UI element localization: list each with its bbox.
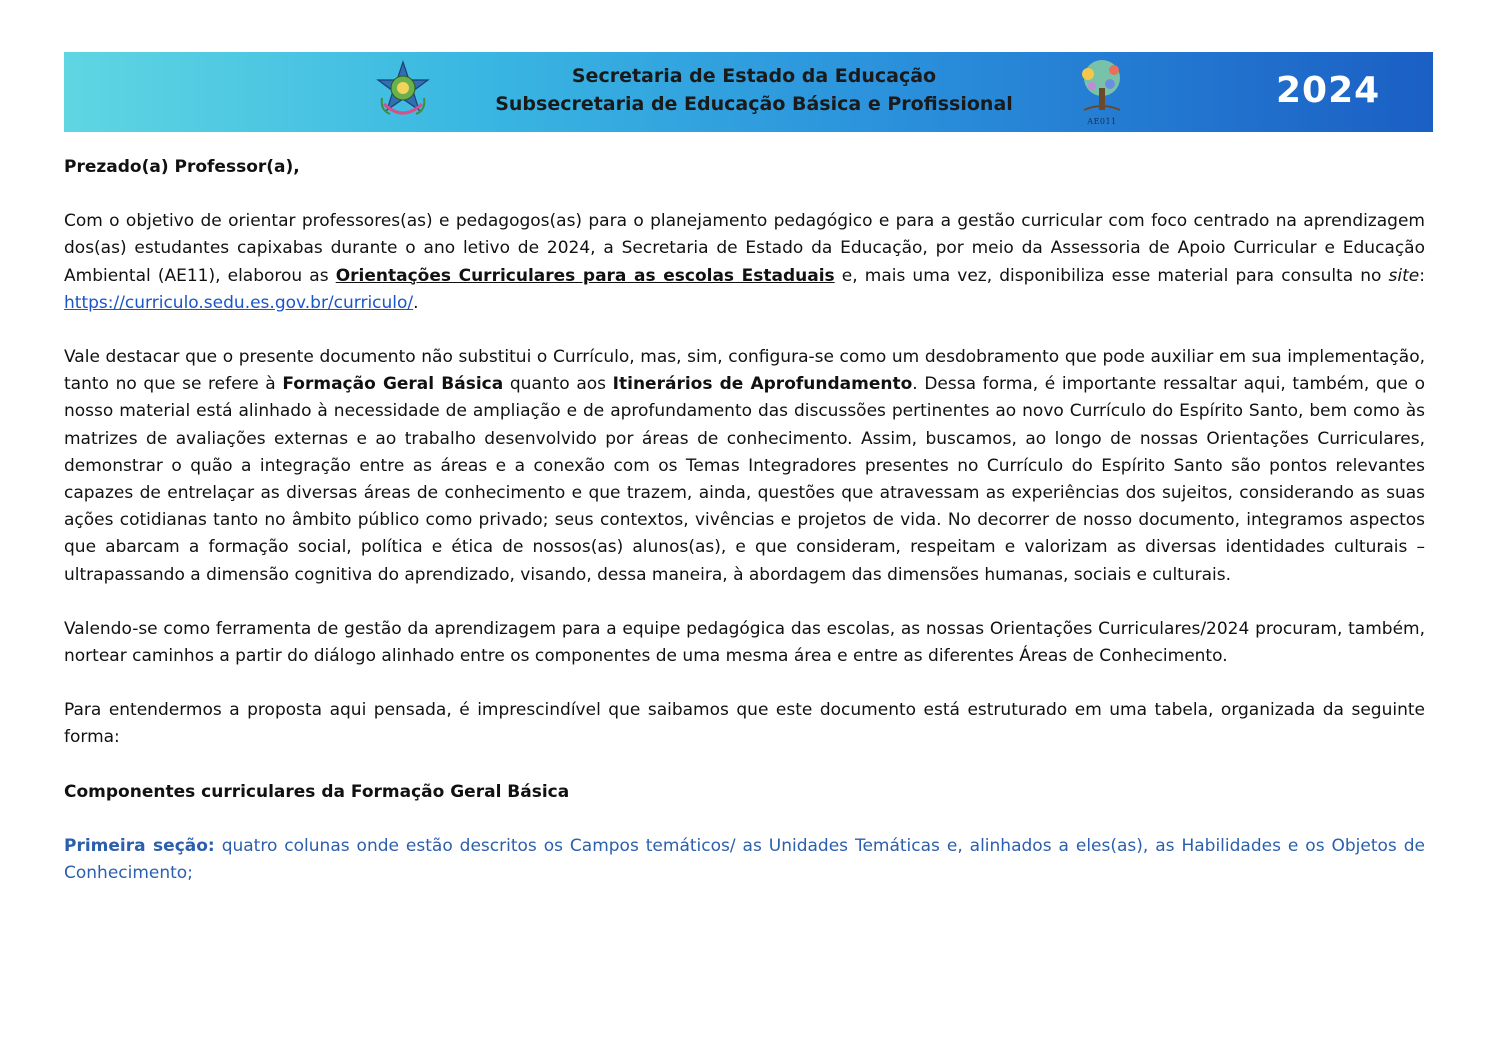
tree-icon (1064, 58, 1140, 114)
p1-text-c: e, mais uma vez, disponibiliza esse material para consulta no (834, 265, 1389, 286)
state-coat-of-arms-icon (376, 60, 430, 122)
section-title: Componentes curriculares da Formação Geral Básica (64, 781, 570, 802)
formacao-geral-basica: Formação Geral Básica (282, 374, 504, 395)
primeira-secao-label: Primeira seção: (64, 835, 215, 856)
header-banner (64, 52, 1433, 132)
curriculo-link[interactable]: https://curriculo.sedu.es.gov.br/curriculo/ (64, 292, 414, 313)
site-word: site (1388, 265, 1420, 286)
paragraph-estrutura: Para entendermos a proposta aqui pensada, é imprescindível que saibamos que este documento está estruturado em uma tabela, organizada da seguinte forma: (64, 700, 1425, 748)
itinerarios-aprofundamento: Itinerários de Aprofundamento (612, 374, 913, 395)
ae011-caption: AE011 (1087, 117, 1117, 126)
banner-titles (464, 62, 1044, 118)
p2-text-c: quanto aos (503, 374, 613, 395)
ae011-emblem (1064, 58, 1140, 126)
banner-year: 2024 (1276, 70, 1381, 111)
greeting: Prezado(a) Professor(a), (64, 157, 300, 177)
paragraph-objective (64, 208, 1425, 317)
p1-text-e: : (1419, 265, 1425, 286)
p1-text-a: Com o objetivo de orientar professores(as) e pedagogos(as) para o planejamento pedagógico e para a gestão curricular com foco centrado na aprendizagem dos(as) estudantes capixabas durante o ano letivo de 2024, a Secretaria de Estado da Educação, por meio da Assessoria de Apoio Curricular e Educação Ambiental (AE11), elaborou as (64, 211, 1425, 286)
banner-title-subsecretaria: Subsecretaria de Educação Básica e Profissional (495, 93, 1013, 115)
primeira-secao-text: quatro colunas onde estão descritos os Campos temáticos/ as Unidades Temáticas e, alinhados a eles(as), as Habilidades e os Objetos de Conhecimento; (64, 835, 1425, 884)
banner-title-secretaria: Secretaria de Estado da Educação (571, 65, 937, 87)
paragraph-primeira-secao (64, 833, 1425, 887)
p2-text-e: . Dessa forma, é importante ressaltar aqui, também, que o nosso material está alinhado à necessidade de ampliação e de aprofundamento das discussões pertinentes ao novo Currículo do Espírito Santo, bem como às matrizes de avaliações externas e ao trabalho desenvolvido por áreas de conhecimento. Assim, buscamos, ao longo de nossas Orientações Curriculares, demonstrar o quão a integração entre as áreas e a conexão com os Temas Integradores presentes no Currículo do Espírito Santo são pontos relevantes capazes de entrelaçar as diversas áreas de conhecimento e que trazem, ainda, questões que atravessam as experiências dos sujeitos, considerando as suas ações cotidianas tanto no âmbito público como privado; seus contextos, vivências e projetos de vida. No decorrer de nosso documento, integramos aspectos que abarcam a formação social, política e ética de nossos(as) alunos(as), e que consideram, respeitam e valorizam as diversas identidades culturais – ultrapassando a dimensão cognitiva do aprendizado, visando, dessa maneira, à abordagem das dimensões humanas, sociais e culturais. (64, 374, 1425, 585)
document-body (64, 154, 1425, 887)
p1-text-f: . (413, 292, 419, 313)
paragraph-details (64, 344, 1425, 589)
paragraph-gestao: Valendo-se como ferramenta de gestão da aprendizagem para a equipe pedagógica das escolas, as nossas Orientações Curriculares/2024 procuram, também, nortear caminhos a partir do diálogo alinhado entre os componentes de uma mesma área e entre as diferentes Áreas de Conhecimento. (64, 618, 1425, 667)
orientacoes-title: Orientações Curriculares para as escolas Estaduais (335, 265, 835, 286)
p2-text-a: Vale destacar que o presente documento não substitui o Currículo, mas, sim, configura-se como um desdobramento que pode auxiliar em sua implementação, tanto no que se refere à (64, 347, 1425, 395)
